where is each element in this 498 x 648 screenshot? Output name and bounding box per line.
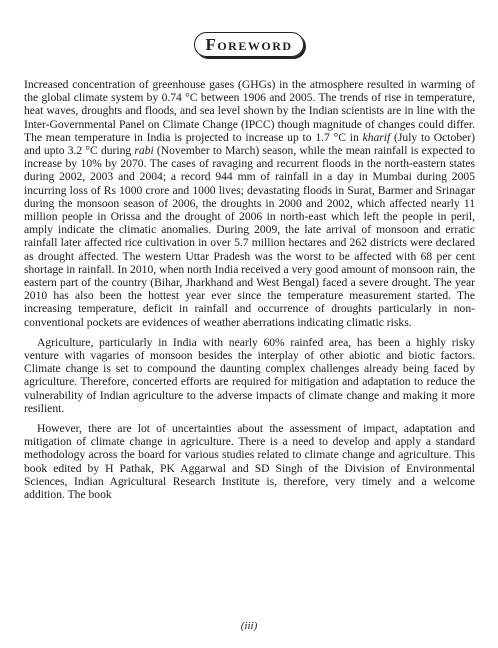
paragraph-3: However, there are lot of uncertainties about the assessment of impact, adaptation and mitigation of climate change in agriculture. There is a need to develop and apply a standard methodology across the board for various studies related to climate change and agriculture. This book edited by H Pathak, PK Aggarwal and SD Singh of the Division of Environmental Sciences, Indian Agricultural Research Institute is, therefore, very timely and a welcome addition. The book: [24, 422, 475, 502]
title-container: [0, 32, 498, 57]
kharif-term: kharif: [362, 130, 391, 144]
rabi-term: rabi: [134, 144, 154, 158]
paragraph-1-part-b: (July to October) and upto 3.2 °C during: [24, 130, 475, 158]
page-title: Foreword: [194, 32, 303, 57]
paragraph-2: Agriculture, particularly in India with nearly 60% rainfed area, has been a highly risky venture with vagaries of monsoon besides the interplay of other abiotic and biotic factors. Climate change is set to compound the daunting complex challenges already being faced by agriculture. Therefore, concerted efforts are required for mitigation and adaptation to reduce the vulnerability of Indian agriculture to the adverse impacts of climate change and making it more resilient.: [24, 335, 475, 415]
paragraph-1-part-c: (November to March) season, while the mean rainfall is expected to increase by 10% by 2070. The cases of ravaging and recurrent floods in the north-eastern states during 2002, 2003 and 2004; a record 944 mm of rainfall in a day in Mumbai during 2005 incurring loss of Rs 1000 crore and 1000 lives; devastating floods in Surat, Barmer and Srinagar during the monsoon season of 2006, the droughts in 2000 and 2002, which affected nearly 11 million people in Orissa and the drought of 2006 in north-east which left the people in peril, amply indicate the climatic anomalies. During 2009, the late arrival of monsoon and erratic rainfall later affected rice cultivation in over 5.7 million hectares and 262 districts were declared as drought affected. The western Uttar Pradesh was the worst to be affected with 68 per cent shortage in rainfall. In 2010, when north India received a very good amount of monsoon rain, the eastern part of the country (Bihar, Jharkhand and West Bengal) faced a severe drought. The year 2010 has also been the hottest year ever since the temperature measurement started. The increasing temperature, deficit in rainfall and occurrence of droughts particularly in non-conventional pockets are evidences of weather aberrations indicating climatic risks.: [24, 144, 475, 329]
page-number: (iii): [240, 620, 258, 632]
body-text: [24, 78, 475, 508]
paragraph-1-part-a: Increased concentration of greenhouse gases (GHGs) in the atmosphere resulted in warming of the global climate system by 0.74 °C between 1906 and 2005. The trends of rise in temperature, heat waves, droughts and floods, and sea level shown by the Indian scientists are in line with the Inter-Governmental Panel on Climate Change (IPCC) though magnitude of changes could differ. The mean temperature in India is projected to increase up to 1.7 °C in: [24, 78, 475, 144]
paragraph-1: [24, 78, 475, 329]
